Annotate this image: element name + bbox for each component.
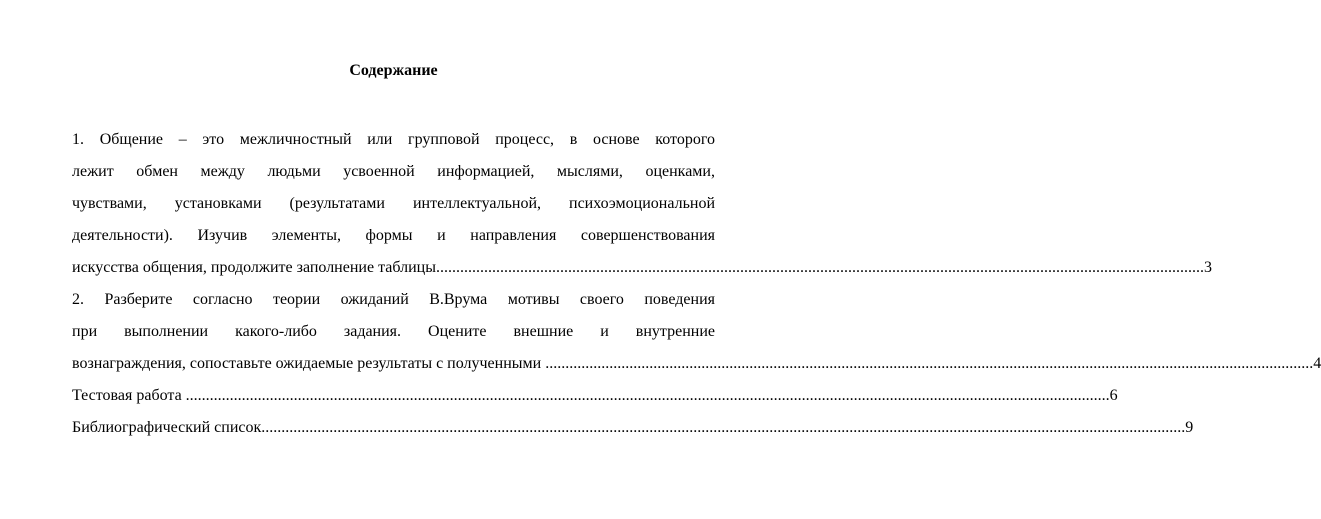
dot-leader: ....................................................................................................................................................................................................................................... — [261, 419, 1186, 436]
toc-entry-2-line-3: вознаграждения, сопоставьте ожидаемые результаты с полученными — [72, 355, 542, 372]
toc-entry-1-line-2: лежит обмен между людьми усвоенной информацией, мыслями, оценками, — [72, 163, 715, 180]
toc-entry-1-line-5: искусства общения, продолжите заполнение таблицы — [72, 259, 436, 276]
page-title: Содержание — [349, 62, 438, 79]
toc-entry-1-leader-line — [72, 252, 1212, 284]
toc-entry-1-line-3: чувствами, установками (результатами интеллектуальной, психоэмоциональной — [72, 195, 715, 212]
toc-entry-4-title: Библиографический список — [72, 419, 262, 436]
toc-entry-1 — [72, 124, 1212, 284]
toc-entry-4 — [72, 412, 1194, 444]
table-of-contents — [72, 124, 1321, 444]
dot-leader: ....................................................................................................................................................................................................................................... — [181, 387, 1110, 404]
dot-leader: ................................................................................................................................................................................................ — [435, 259, 1204, 276]
toc-entry-2-line-1: 2. Разберите согласно теории ожиданий В.Врума мотивы своего поведения — [72, 291, 715, 308]
toc-entry-4-leader-line — [72, 412, 1194, 444]
toc-entry-1-line-1: 1. Общение – это межличностный или групповой процесс, в основе которого — [72, 131, 715, 148]
toc-entry-1-line-4: деятельности). Изучив элементы, формы и направления совершенствования — [72, 227, 715, 244]
toc-entry-2-line-2: при выполнении какого-либо задания. Оцените внешние и внутренние — [72, 323, 715, 340]
toc-entry-4-page-number: 9 — [1185, 419, 1194, 436]
toc-entry-1-page-number: 3 — [1203, 259, 1212, 276]
toc-entry-2 — [72, 284, 1321, 380]
toc-entry-2-leader-line — [72, 348, 1321, 380]
toc-entry-3-leader-line — [72, 380, 1118, 412]
toc-entry-3-title: Тестовая работа — [72, 387, 182, 404]
toc-entry-3-page-number: 6 — [1109, 387, 1118, 404]
toc-entry-2-page-number: 4 — [1313, 355, 1321, 372]
dot-leader: ................................................................................................................................................................................................ — [541, 355, 1314, 372]
toc-entry-3 — [72, 380, 1118, 412]
